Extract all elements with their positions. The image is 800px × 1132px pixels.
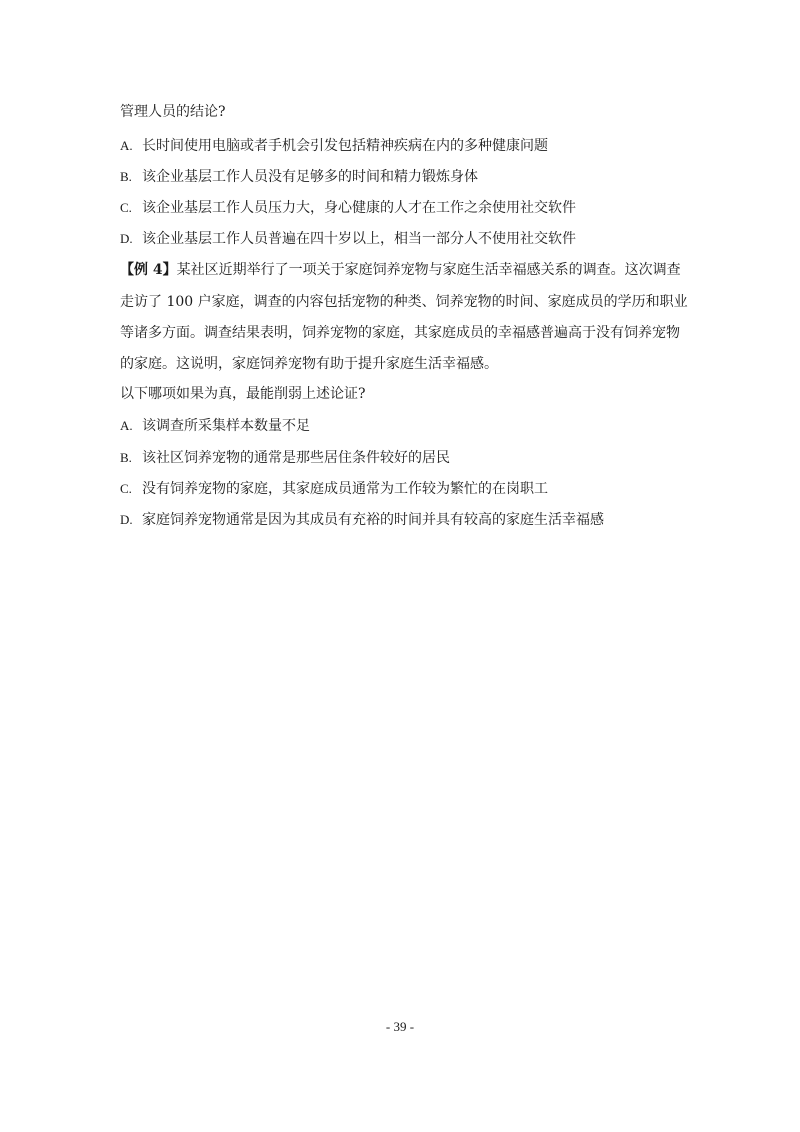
option-b [120,449,450,467]
option-letter: D. [120,231,133,246]
example-label: 【例 4】 [120,262,177,278]
option-d [120,230,576,248]
option-c [120,199,576,217]
option-text: 该企业基层工作人员没有足够多的时间和精力锻炼身体 [142,169,478,185]
example-stem-line-2: 走访了 100 户家庭，调查的内容包括宠物的种类、饲养宠物的时间、家庭成员的学历和职业 [120,294,688,310]
option-d [120,511,604,529]
option-text: 该企业基层工作人员压力大，身心健康的人才在工作之余使用社交软件 [142,200,576,216]
option-text: 该调查所采集样本数量不足 [142,418,310,434]
option-text: 长时间使用电脑或者手机会引发包括精神疾病在内的多种健康问题 [142,138,548,154]
option-text: 该社区饲养宠物的通常是那些居住条件较好的居民 [142,450,450,466]
option-letter: C. [120,200,132,215]
option-letter: B. [120,450,132,465]
option-letter: B. [120,169,132,184]
option-c [120,480,548,498]
example-stem-line-3: 等诸多方面。调查结果表明，饲养宠物的家庭，其家庭成员的幸福感普遍高于没有饲养宠物 [120,325,680,341]
example-question: 以下哪项如果为真，最能削弱上述论证? [120,386,366,402]
question-stem-tail: 管理人员的结论? [120,104,226,120]
option-text: 家庭饲养宠物通常是因为其成员有充裕的时间并具有较高的家庭生活幸福感 [142,512,604,528]
option-text: 没有饲养宠物的家庭，其家庭成员通常为工作较为繁忙的在岗职工 [142,481,548,497]
option-b [120,168,478,186]
option-a [120,137,548,155]
example-stem-line-4: 的家庭。这说明，家庭饲养宠物有助于提升家庭生活幸福感。 [120,356,498,372]
page-number: - 39 - [385,1019,415,1034]
option-text: 该企业基层工作人员普遍在四十岁以上，相当一部分人不使用社交软件 [142,231,576,247]
example-stem-text: 某社区近期举行了一项关于家庭饲养宠物与家庭生活幸福感关系的调查。这次调查 [176,262,681,278]
option-a [120,417,310,435]
option-letter: A. [120,138,133,153]
option-letter: C. [120,481,132,496]
example-stem-line-1 [120,261,681,279]
option-letter: A. [120,418,133,433]
option-letter: D. [120,512,133,527]
